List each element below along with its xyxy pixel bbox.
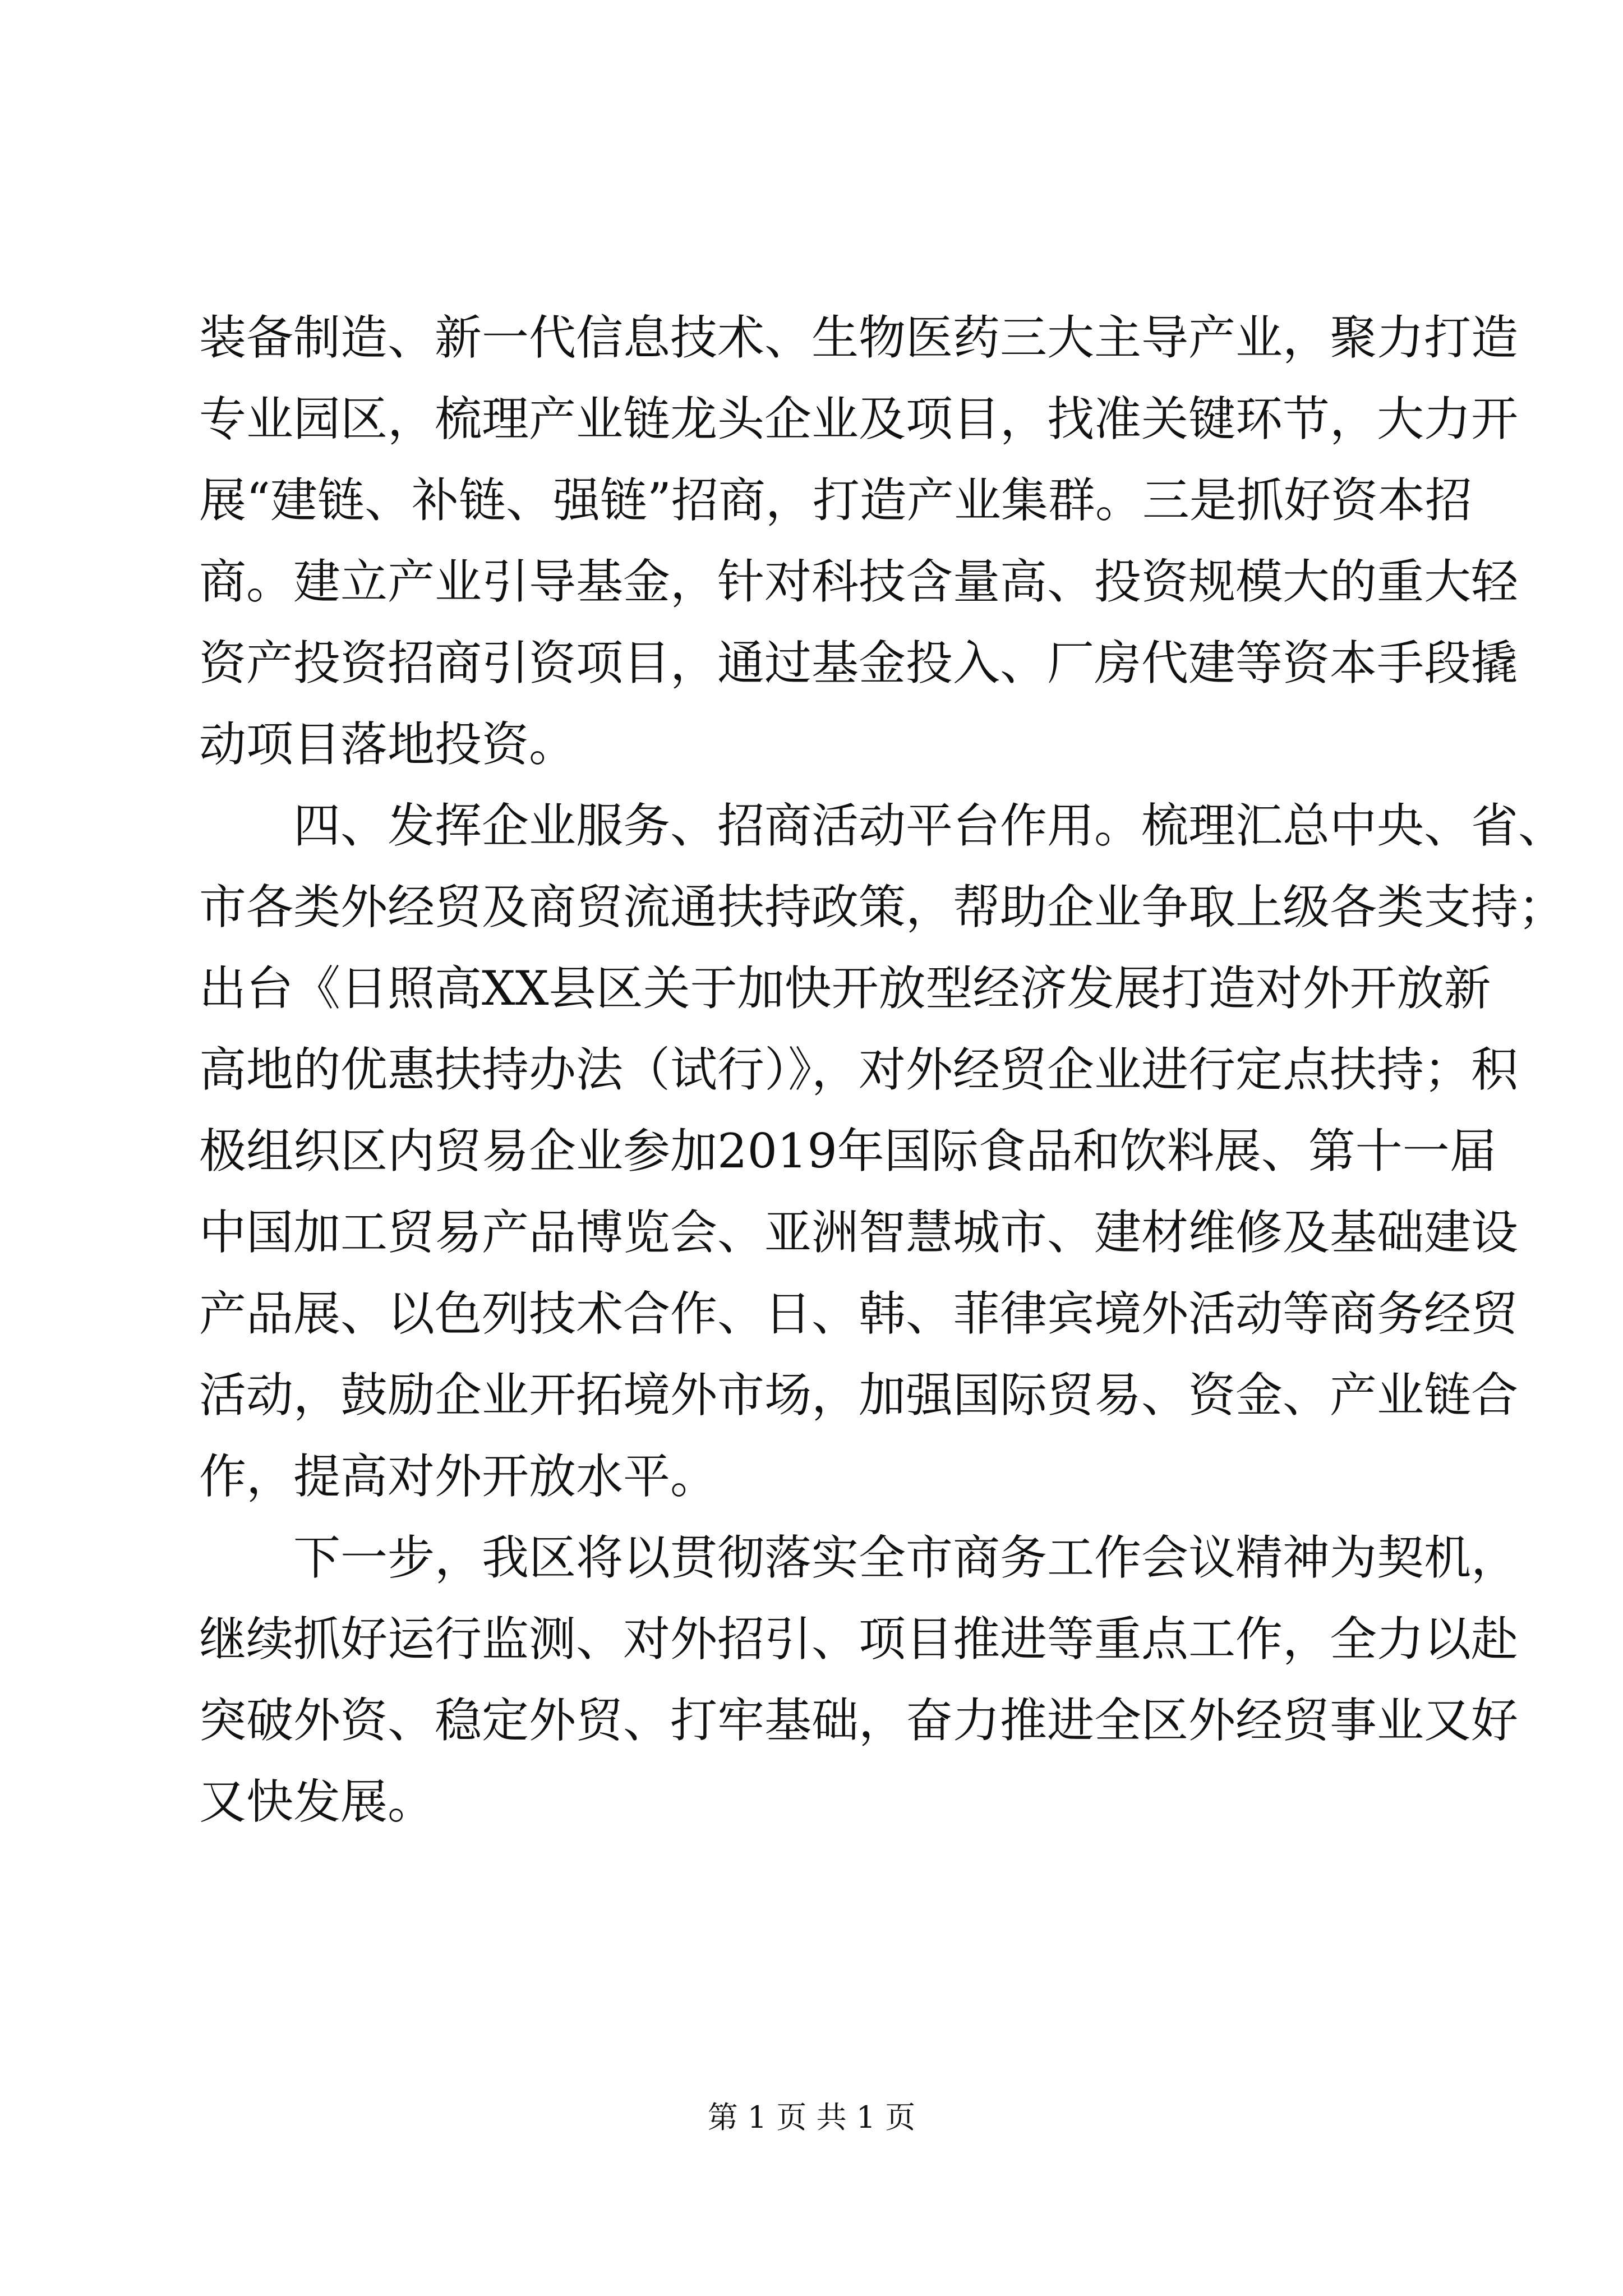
text-line: 作，提高对外开放水平。 bbox=[199, 1449, 718, 1504]
text-line: 中国加工贸易产品博览会、亚洲智慧城市、建材维修及基础建设 bbox=[199, 1205, 1519, 1260]
text-line: 极组织区内贸易企业参加2019年国际食品和饮料展、第十一届 bbox=[199, 1124, 1497, 1179]
text-line: 动项目落地投资。 bbox=[199, 717, 577, 772]
body-text bbox=[199, 297, 1566, 1843]
text-line: 出台《日照高XX县区关于加快开放型经济发展打造对外开放新 bbox=[199, 961, 1491, 1016]
paragraph-start-line: 四、发挥企业服务、招商活动平台作用。梳理汇总中央、省、 bbox=[293, 798, 1566, 853]
text-line: 产品展、以色列技术合作、日、韩、菲律宾境外活动等商务经贸 bbox=[199, 1286, 1519, 1341]
text-line: 展“建链、补链、强链”招商，打造产业集群。三是抓好资本招 bbox=[199, 473, 1472, 528]
text-line: 活动，鼓励企业开拓境外市场，加强国际贸易、资金、产业链合 bbox=[199, 1368, 1519, 1423]
paragraph-start-line: 下一步，我区将以贯彻落实全市商务工作会议精神为契机， bbox=[293, 1530, 1519, 1585]
text-line: 又快发展。 bbox=[199, 1774, 435, 1829]
text-line: 商。建立产业引导基金，针对科技含量高、投资规模大的重大轻 bbox=[199, 554, 1519, 609]
text-line: 资产投资招商引资项目，通过基金投入、厂房代建等资本手段撬 bbox=[199, 636, 1519, 691]
page-number-footer: 第 1 页 共 1 页 bbox=[707, 2100, 916, 2135]
text-line: 市各类外经贸及商贸流通扶持政策，帮助企业争取上级各类支持； bbox=[199, 880, 1566, 935]
text-line: 继续抓好运行监测、对外招引、项目推进等重点工作，全力以赴 bbox=[199, 1612, 1519, 1667]
text-line: 专业园区，梳理产业链龙头企业及项目，找准关键环节，大力开 bbox=[199, 392, 1519, 447]
text-line: 装备制造、新一代信息技术、生物医药三大主导产业，聚力打造 bbox=[199, 310, 1519, 365]
text-line: 高地的优惠扶持办法（试行）》，对外经贸企业进行定点扶持；积 bbox=[199, 1042, 1519, 1097]
text-line: 突破外资、稳定外贸、打牢基础，奋力推进全区外经贸事业又好 bbox=[199, 1693, 1519, 1748]
